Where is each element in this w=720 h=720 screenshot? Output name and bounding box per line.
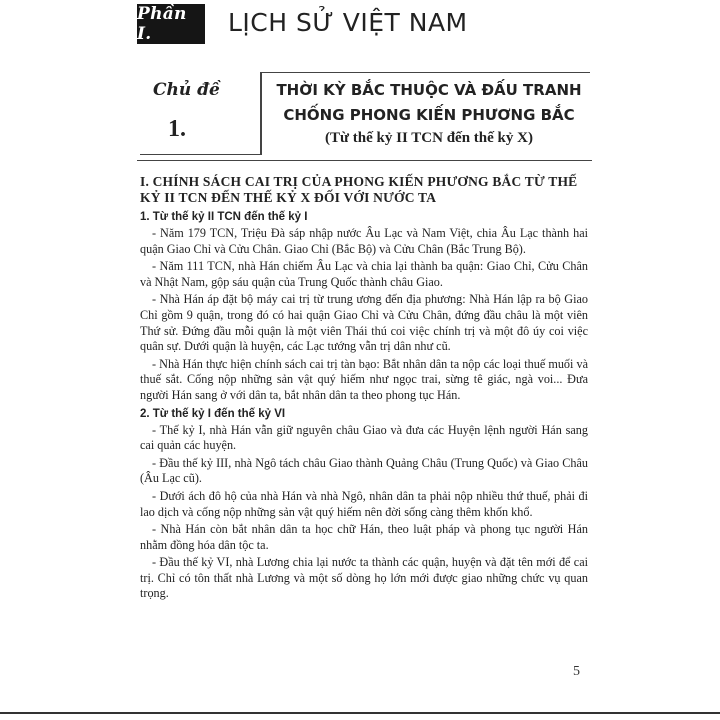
main-content	[140, 174, 588, 604]
paragraph: - Năm 179 TCN, Triệu Đà sáp nhập nước Âu Lạc và Nam Việt, chia Âu Lạc thành hai quận Giao Chỉ và Cửu Chân. Giao Chỉ (Bắc Bộ) và Cửu Chân (Bắc Trung Bộ).	[140, 226, 588, 256]
page-number: 5	[573, 664, 580, 679]
subsection-heading-1: 1. Từ thế kỷ II TCN đến thế kỷ I	[140, 211, 308, 223]
paragraph: - Thế kỷ I, nhà Hán vẫn giữ nguyên châu Giao và đưa các Huyện lệnh người Hán sang cai quản các huyện.	[140, 422, 588, 453]
chapter-title-line-1: THỜI KỲ BẮC THUỘC VÀ ĐẤU TRANH	[276, 81, 582, 99]
part-title: LỊCH SỬ VIỆT NAM	[228, 8, 468, 37]
paragraph: - Nhà Hán thực hiện chính sách cai trị tàn bạo: Bắt nhân dân ta nộp các loại thuế muối và thuế sắt. Cống nộp những sản vật quý hiếm như ngọc trai, sừng tê giác, ngà voi... Đưa người Hán sang ở với dân ta, bắt nhân dân ta theo phong tục Hán.	[140, 356, 588, 402]
paragraph: - Dưới ách đô hộ của nhà Hán và nhà Ngô, nhân dân ta phải nộp nhiều thứ thuế, phải đi lao dịch và cống nộp những sản vật quý hiếm nên đời sống càng thêm khốn khổ.	[140, 488, 588, 519]
chapter-number: 1.	[168, 116, 186, 142]
footer-rule	[0, 712, 720, 714]
chapter-bottom-rule	[137, 160, 592, 161]
chapter-label: Chủ đề	[153, 80, 220, 100]
paragraph: - Đầu thế kỷ III, nhà Ngô tách châu Giao thành Quảng Châu (Trung Quốc) và Giao Châu (Âu Lạc cũ).	[140, 455, 588, 486]
chapter-box	[140, 72, 262, 155]
paragraph: - Đầu thế kỷ VI, nhà Lương chia lại nước ta thành các quận, huyện và đặt tên mới để cai trị. Chỉ có tôn thất nhà Lương và một số dòng họ lớn mới được giao những chức vụ quan trọng.	[140, 555, 588, 601]
paragraph: - Nhà Hán còn bắt nhân dân ta học chữ Hán, theo luật pháp và phong tục người Hán nhằm đồng hóa dân tộc ta.	[140, 522, 588, 552]
chapter-subtitle: (Từ thế kỷ II TCN đến thế kỷ X)	[325, 130, 533, 146]
chapter-title-line-2: CHỐNG PHONG KIẾN PHƯƠNG BẮC	[283, 106, 575, 124]
paragraph: - Nhà Hán áp đặt bộ máy cai trị từ trung ương đến địa phương: Nhà Hán lập ra bộ Giao Chỉ gồm 9 quận, trong đó có hai quận Giao Chỉ và Cửu Chân, đứng đầu châu là một viên Thứ sử. Đứng đầu mỗi quận là một viên Thái thú coi việc chính trị và một đô úy coi việc quân sự. Dưới quận là huyện, các Lạc tướng vẫn trị dân như cũ.	[140, 292, 588, 354]
part-label-box	[137, 4, 205, 44]
chapter-top-rule	[260, 72, 590, 73]
chapter-title	[268, 78, 590, 128]
subsection-heading-2: 2. Từ thế kỷ I đến thế kỷ VI	[140, 407, 286, 420]
paragraph: - Năm 111 TCN, nhà Hán chiếm Âu Lạc và chia lại thành ba quận: Giao Chỉ, Cửu Chân và Nhật Nam, gộp sáu quận của Trung Quốc thành châu Giao.	[140, 259, 588, 289]
section-heading: I. CHÍNH SÁCH CAI TRỊ CỦA PHONG KIẾN PHƯƠNG BẮC TỪ THẾ KỶ II TCN ĐẾN THẾ KỶ X ĐỐI VỚI NƯỚC TA	[140, 174, 578, 205]
part-label: Phần I.	[137, 4, 187, 44]
